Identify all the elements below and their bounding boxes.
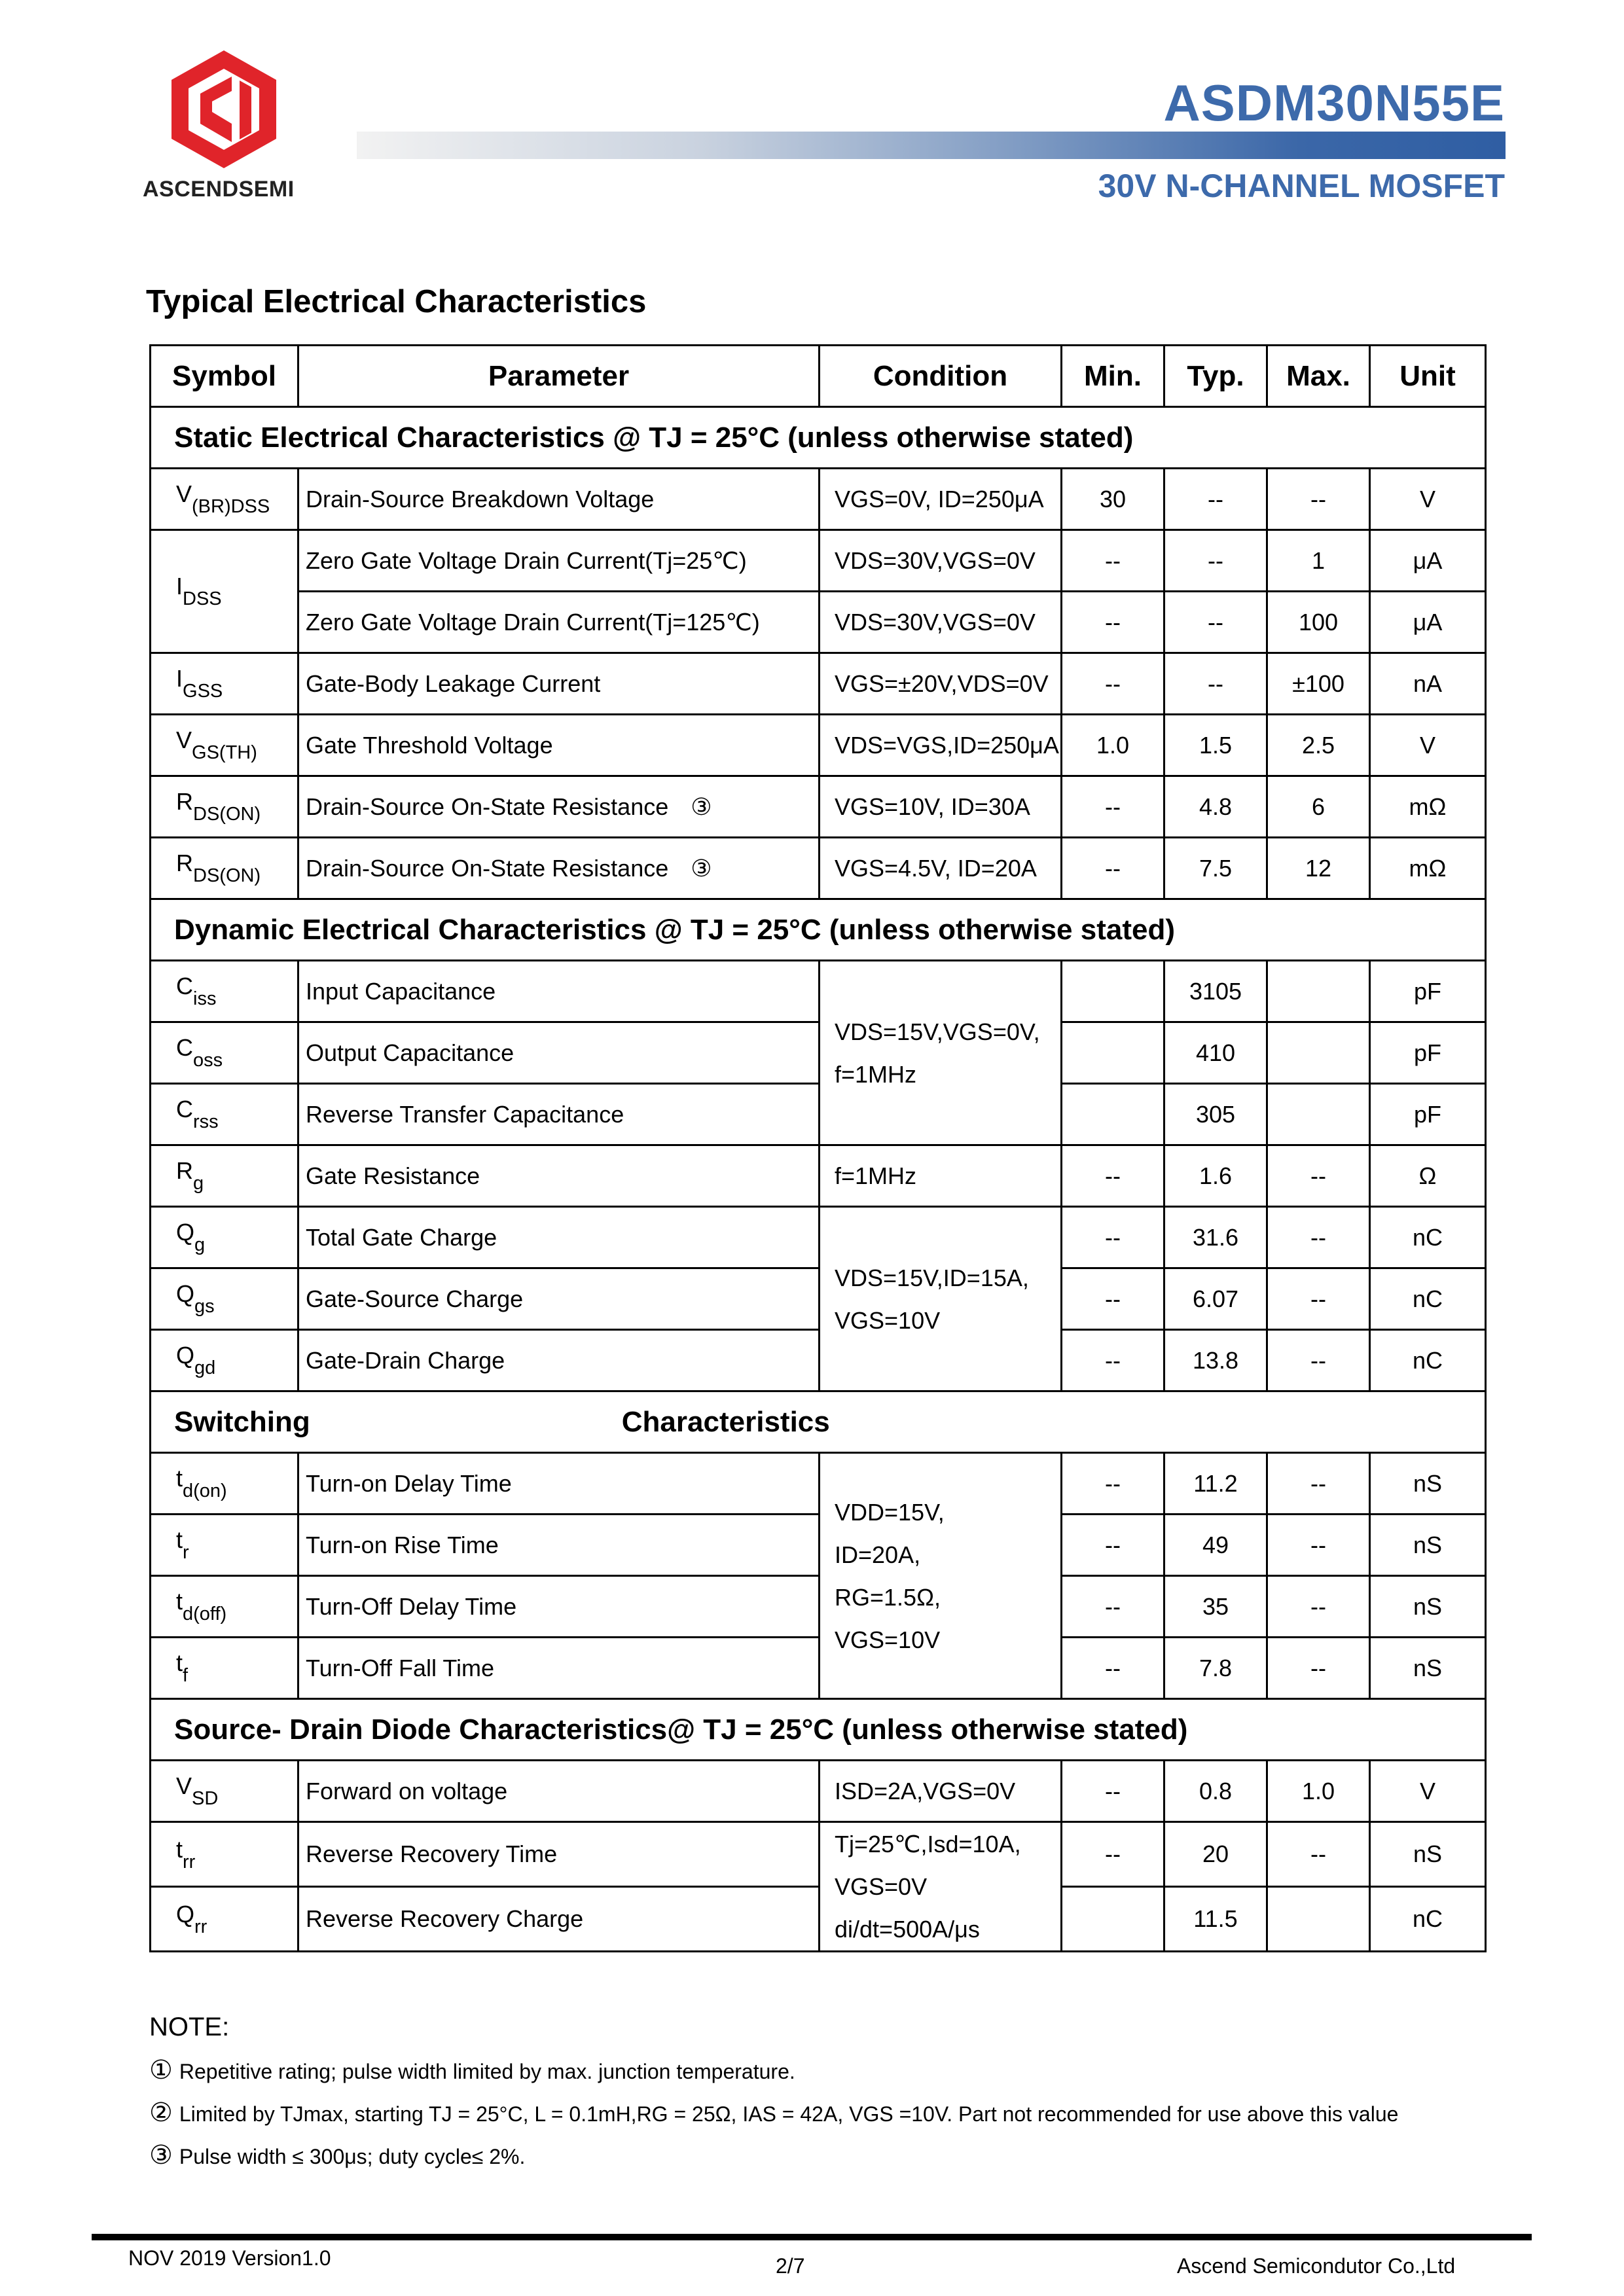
unit-cell: mΩ [1370,776,1486,838]
parameter-cell: Turn-on Rise Time [298,1515,820,1576]
unit-cell: pF [1370,961,1486,1022]
symbol-cell: $V_{SD}$ [151,1761,298,1822]
table-row [151,1145,1486,1207]
typ-cell: 11.5 [1164,1887,1267,1952]
min-cell: -- [1062,838,1164,899]
table-row [151,1887,1486,1952]
condition-cell: VDD=15V, ID=20A, RG=1.5Ω, VGS=10V [820,1453,1062,1699]
max-cell: 6 [1267,776,1370,838]
min-cell: -- [1062,1576,1164,1638]
header-gradient-bar [357,132,1506,159]
footer-company: Ascend Semicondutor Co.,Ltd [1177,2254,1456,2278]
table-row [151,1576,1486,1638]
section-row-switching [151,1391,1486,1453]
unit-cell: Ω [1370,1145,1486,1207]
symbol-cell: $t_{d(on)}$ [151,1453,298,1515]
min-cell: -- [1062,1453,1164,1515]
unit-cell: μA [1370,530,1486,592]
parameter-cell: Total Gate Charge [298,1207,820,1268]
min-cell: -- [1062,592,1164,653]
typ-cell: 1.6 [1164,1145,1267,1207]
symbol-cell: $Q_g$ [151,1207,298,1268]
symbol-cell: $Q_{rr}$ [151,1887,298,1952]
max-cell: 100 [1267,592,1370,653]
table-row [151,592,1486,653]
symbol-cell: $C_{iss}$ [151,961,298,1022]
unit-cell: mΩ [1370,838,1486,899]
condition-cell: VDS=15V,ID=15A, VGS=10V [820,1207,1062,1391]
condition-cell: Tj=25℃,Isd=10A, VGS=0V di/dt=500A/μs [820,1822,1062,1952]
min-cell: -- [1062,1268,1164,1330]
section-label: Static Electrical Characteristics @ TJ = 25°C (unless otherwise stated) [151,407,1486,469]
max-cell: -- [1267,1576,1370,1638]
symbol-cell: $V_{GS(TH)}$ [151,715,298,776]
parameter-cell: Output Capacitance [298,1022,820,1084]
symbol-cell: $C_{oss}$ [151,1022,298,1084]
max-cell [1267,1022,1370,1084]
company-logo [171,50,276,168]
unit-cell: nC [1370,1330,1486,1391]
unit-cell: pF [1370,1084,1486,1145]
max-cell: -- [1267,1330,1370,1391]
section-label: Switching Characteristics [151,1391,1486,1453]
header-condition: Condition [820,346,1062,407]
symbol-cell: $C_{rss}$ [151,1084,298,1145]
symbol-cell: $t_r$ [151,1515,298,1576]
unit-cell: nS [1370,1576,1486,1638]
min-cell: -- [1062,1638,1164,1699]
typ-cell: -- [1164,469,1267,530]
condition-cell: VGS=±20V,VDS=0V [820,653,1062,715]
min-cell: -- [1062,1761,1164,1822]
note-reference: ③ [691,793,712,820]
typ-cell: 20 [1164,1822,1267,1887]
section-title: Typical Electrical Characteristics [146,284,647,319]
condition-cell: VDS=VGS,ID=250μA [820,715,1062,776]
typ-cell: 13.8 [1164,1330,1267,1391]
section-row-diode [151,1699,1486,1761]
min-cell: -- [1062,1822,1164,1887]
parameter-cell: Reverse Transfer Capacitance [298,1084,820,1145]
typ-cell: 11.2 [1164,1453,1267,1515]
parameter-cell: Turn-Off Fall Time [298,1638,820,1699]
section-row-static [151,407,1486,469]
condition-cell: VGS=0V, ID=250μA [820,469,1062,530]
unit-cell: μA [1370,592,1486,653]
min-cell: -- [1062,1207,1164,1268]
table-row [151,1822,1486,1887]
symbol-cell: $Q_{gd}$ [151,1330,298,1391]
table-row [151,961,1486,1022]
footer-page-number: 2/7 [776,2254,805,2278]
unit-cell: V [1370,469,1486,530]
header-parameter: Parameter [298,346,820,407]
footer-divider [92,2234,1532,2240]
max-cell: 1 [1267,530,1370,592]
min-cell: 30 [1062,469,1164,530]
table-row [151,1268,1486,1330]
condition-cell: VGS=10V, ID=30A [820,776,1062,838]
max-cell [1267,961,1370,1022]
unit-cell: nC [1370,1207,1486,1268]
typ-cell: 305 [1164,1084,1267,1145]
parameter-cell: Gate-Drain Charge [298,1330,820,1391]
parameter-cell: Input Capacitance [298,961,820,1022]
unit-cell: V [1370,1761,1486,1822]
symbol-cell: $R_{DS(ON)}$ [151,838,298,899]
max-cell: ±100 [1267,653,1370,715]
typ-cell: 6.07 [1164,1268,1267,1330]
table-row [151,838,1486,899]
max-cell: -- [1267,1207,1370,1268]
section-row-dynamic [151,899,1486,961]
table-row [151,1207,1486,1268]
typ-cell: 4.8 [1164,776,1267,838]
condition-cell: VDS=30V,VGS=0V [820,530,1062,592]
header-min: Min. [1062,346,1164,407]
max-cell: 1.0 [1267,1761,1370,1822]
footer-version: NOV 2019 Version1.0 [128,2246,331,2270]
parameter-cell: Reverse Recovery Time [298,1822,820,1887]
max-cell: -- [1267,1638,1370,1699]
max-cell: -- [1267,1822,1370,1887]
unit-cell: nS [1370,1515,1486,1576]
unit-cell: nA [1370,653,1486,715]
condition-cell: VGS=4.5V, ID=20A [820,838,1062,899]
header-max: Max. [1267,346,1370,407]
parameter-cell: Turn-Off Delay Time [298,1576,820,1638]
section-label: Dynamic Electrical Characteristics @ TJ = 25°C (unless otherwise stated) [151,899,1486,961]
typ-cell: 7.5 [1164,838,1267,899]
header-typ: Typ. [1164,346,1267,407]
max-cell: 2.5 [1267,715,1370,776]
min-cell [1062,961,1164,1022]
note-1: ① Repetitive rating; pulse width limited by max. junction temperature. [149,2056,795,2085]
condition-cell: VDS=30V,VGS=0V [820,592,1062,653]
min-cell: -- [1062,1330,1164,1391]
table-row [151,1084,1486,1145]
table-row [151,1453,1486,1515]
table-header-row [151,346,1486,407]
typ-cell: 1.5 [1164,715,1267,776]
typ-cell: -- [1164,592,1267,653]
typ-cell: 410 [1164,1022,1267,1084]
parameter-cell: Turn-on Delay Time [298,1453,820,1515]
parameter-cell: Zero Gate Voltage Drain Current(Tj=25℃) [298,530,820,592]
parameter-cell: Gate-Source Charge [298,1268,820,1330]
parameter-cell: Forward on voltage [298,1761,820,1822]
note-3: ③ Pulse width ≤ 300μs; duty cycle≤ 2%. [149,2141,526,2170]
condition-cell: f=1MHz [820,1145,1062,1207]
typ-cell: 7.8 [1164,1638,1267,1699]
min-cell: -- [1062,530,1164,592]
parameter-cell: Reverse Recovery Charge [298,1887,820,1952]
table-row [151,1330,1486,1391]
section-label: Source- Drain Diode Characteristics@ TJ = 25°C (unless otherwise stated) [151,1699,1486,1761]
unit-cell: nS [1370,1638,1486,1699]
typ-cell: 3105 [1164,961,1267,1022]
parameter-cell: Gate-Body Leakage Current [298,653,820,715]
parameter-cell: Drain-Source On-State Resistance ③ [298,838,820,899]
min-cell [1062,1022,1164,1084]
table-row [151,1022,1486,1084]
typ-cell: 35 [1164,1576,1267,1638]
table-row [151,469,1486,530]
min-cell: -- [1062,1145,1164,1207]
header-symbol: Symbol [151,346,298,407]
parameter-cell: Zero Gate Voltage Drain Current(Tj=125℃) [298,592,820,653]
header-unit: Unit [1370,346,1486,407]
max-cell: -- [1267,469,1370,530]
symbol-cell: $Q_{gs}$ [151,1268,298,1330]
unit-cell: nS [1370,1453,1486,1515]
max-cell [1267,1084,1370,1145]
condition-cell: VDS=15V,VGS=0V, f=1MHz [820,961,1062,1145]
company-name: ASCENDSEMI [143,177,295,202]
notes-heading: NOTE: [149,2013,230,2041]
max-cell: -- [1267,1453,1370,1515]
symbol-cell: $t_{d(off)}$ [151,1576,298,1638]
symbol-cell: $R_g$ [151,1145,298,1207]
max-cell: 12 [1267,838,1370,899]
characteristics-table [149,344,1487,1952]
part-number: ASDM30N55E [1163,74,1505,132]
min-cell: -- [1062,653,1164,715]
symbol-cell: $t_f$ [151,1638,298,1699]
product-subtitle: 30V N-CHANNEL MOSFET [1098,168,1505,204]
max-cell: -- [1267,1268,1370,1330]
min-cell [1062,1084,1164,1145]
min-cell: -- [1062,1515,1164,1576]
table-row [151,653,1486,715]
min-cell: 1.0 [1062,715,1164,776]
parameter-cell: Gate Resistance [298,1145,820,1207]
max-cell: -- [1267,1145,1370,1207]
note-reference: ③ [691,854,712,882]
unit-cell: nS [1370,1822,1486,1887]
max-cell: -- [1267,1515,1370,1576]
max-cell [1267,1887,1370,1952]
unit-cell: V [1370,715,1486,776]
typ-cell: 31.6 [1164,1207,1267,1268]
condition-cell: ISD=2A,VGS=0V [820,1761,1062,1822]
typ-cell: 0.8 [1164,1761,1267,1822]
unit-cell: nC [1370,1268,1486,1330]
typ-cell: -- [1164,530,1267,592]
parameter-cell: Gate Threshold Voltage [298,715,820,776]
symbol-cell: $I_{GSS}$ [151,653,298,715]
table-row [151,1761,1486,1822]
typ-cell: 49 [1164,1515,1267,1576]
table-row [151,776,1486,838]
symbol-cell: $V_{(BR)DSS}$ [151,469,298,530]
min-cell: -- [1062,776,1164,838]
symbol-cell: $R_{DS(ON)}$ [151,776,298,838]
table-row [151,715,1486,776]
table-row [151,530,1486,592]
unit-cell: nC [1370,1887,1486,1952]
note-2: ② Limited by TJmax, starting TJ = 25°C, L = 0.1mH,RG = 25Ω, IAS = 42A, VGS =10V. Part not recommended for use above this value [149,2098,1399,2127]
parameter-cell: Drain-Source Breakdown Voltage [298,469,820,530]
table-row [151,1515,1486,1576]
parameter-cell: Drain-Source On-State Resistance ③ [298,776,820,838]
table-row [151,1638,1486,1699]
symbol-cell: $t_{rr}$ [151,1822,298,1887]
symbol-cell: $I_{DSS}$ [151,530,298,653]
unit-cell: pF [1370,1022,1486,1084]
typ-cell: -- [1164,653,1267,715]
min-cell [1062,1887,1164,1952]
